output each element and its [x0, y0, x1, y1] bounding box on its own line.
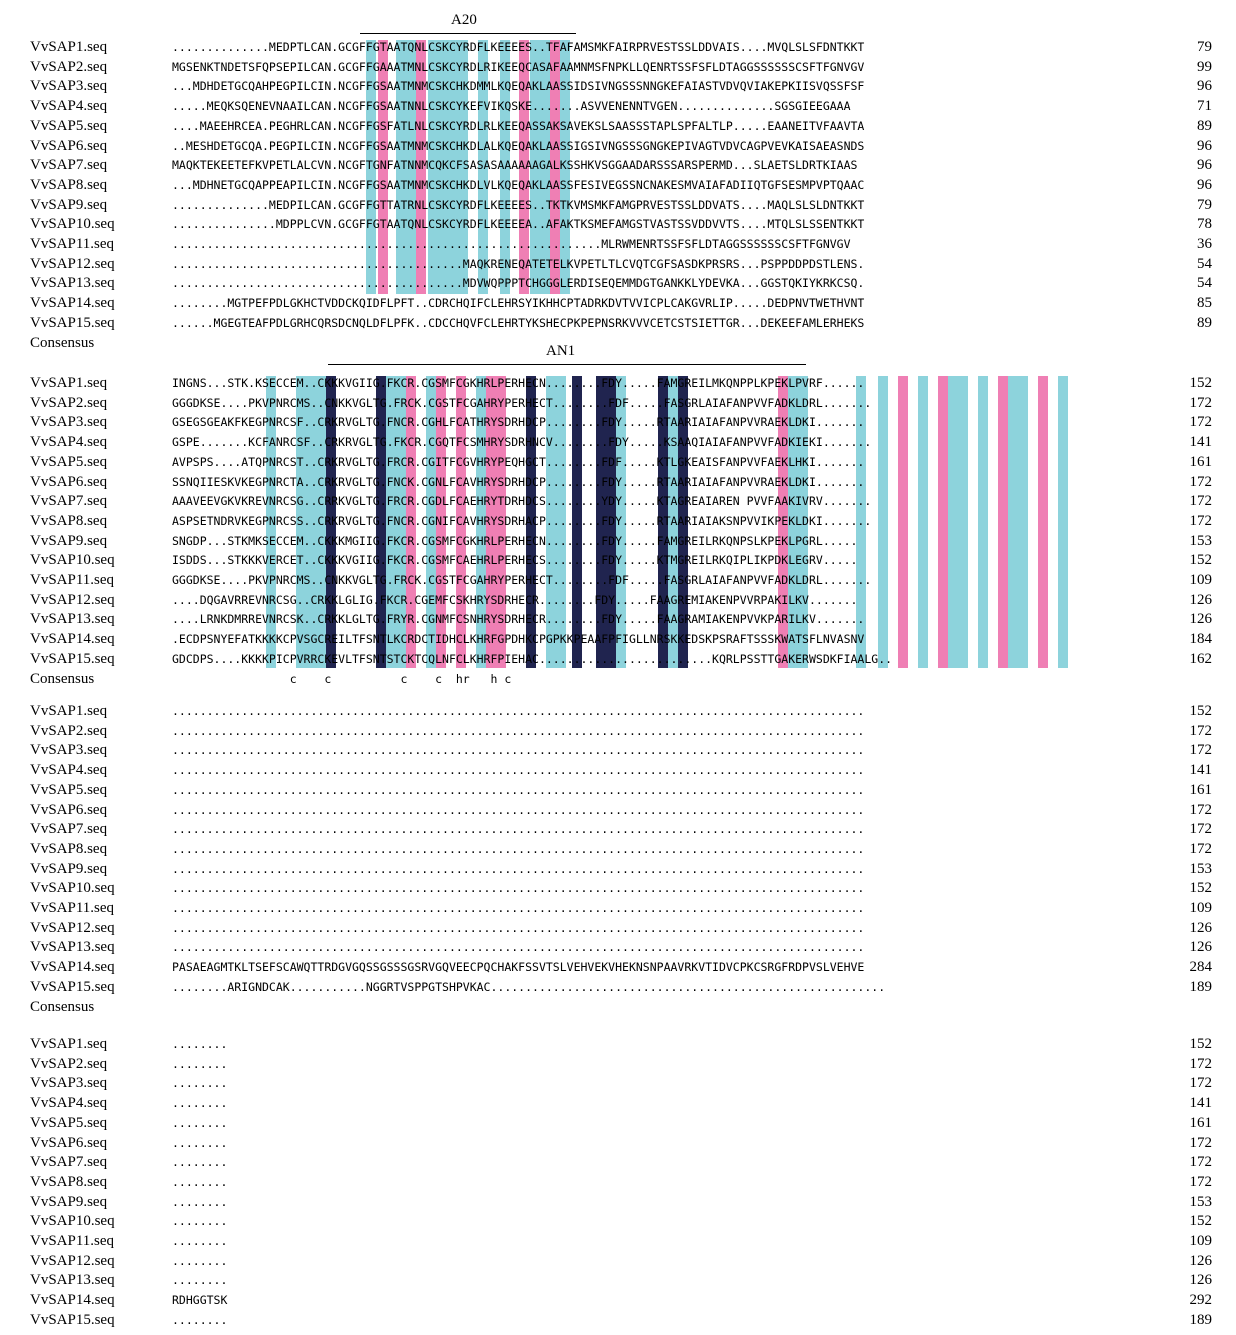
residue-end-position: 172 — [1189, 821, 1212, 838]
sequence-name: VvSAP15.seq — [30, 978, 115, 995]
residue-end-position: 152 — [1189, 703, 1212, 719]
sequence-row — [0, 860, 1236, 880]
sequence-row — [0, 820, 1236, 840]
residue-end-position: 141 — [1189, 434, 1212, 451]
sequence-row — [0, 1212, 1236, 1232]
sequence-name: VvSAP11.seq — [30, 572, 115, 588]
residue-end-position: 71 — [1197, 98, 1212, 115]
motif-label-a20: A20 — [451, 12, 477, 28]
residue-end-position: 153 — [1189, 532, 1212, 549]
sequence-residues: .................................................................................................... — [172, 723, 865, 738]
sequence-name: VvSAP1.seq — [30, 703, 108, 719]
sequence-row — [0, 156, 1236, 176]
sequence-residues: ...MDHNETGCQAPPEAPILCIN.NCGFFGSAATMNMCSKCHKDLVLKQEQAKLAASSFESIVEGSSNCNAKESMVAIAFADIIQTGFSESMPVPTQAAC — [172, 177, 865, 192]
sequence-residues: .................................................................................................... — [172, 763, 865, 778]
residue-end-position: 152 — [1189, 1213, 1212, 1230]
sequence-row — [0, 274, 1236, 294]
sequence-row — [0, 571, 1236, 591]
sequence-residues: ........ — [172, 1253, 228, 1268]
sequence-row — [0, 176, 1236, 196]
sequence-name: VvSAP3.seq — [30, 414, 108, 431]
sequence-residues: .................................................................................................... — [172, 743, 865, 758]
sequence-name: VvSAP14.seq — [30, 631, 115, 648]
sequence-residues: SSNQIIESKVKEGPNRCTA..CRKRVGLTG.FNCK.CGNLFCAVHRYSDRHDCP........FDY.....RTAARIAIAFANPVVRAEKLDKI....... — [172, 474, 865, 489]
sequence-row — [0, 1291, 1236, 1311]
sequence-row — [0, 413, 1236, 433]
sequence-name: VvSAP8.seq — [30, 1173, 108, 1190]
sequence-residues: MGSENKTNDETSFQPSEPILCAN.GCGFFGAAATMNLCSKCYRDLRIKEEQCASAFAAMNMSFNPKLLQENRTSSFSFLDTAGGSSSSSSCSFTFGNVGV — [172, 59, 865, 74]
residue-end-position: 96 — [1197, 157, 1212, 174]
sequence-row — [0, 1114, 1236, 1134]
sequence-residues: .................................................................................................... — [172, 822, 865, 837]
residue-end-position: 172 — [1189, 840, 1212, 857]
residue-end-position: 153 — [1189, 860, 1212, 877]
sequence-row — [0, 781, 1236, 801]
sequence-name: VvSAP13.seq — [30, 939, 115, 956]
sequence-row — [0, 938, 1236, 958]
residue-end-position: 109 — [1189, 900, 1212, 916]
residue-end-position: 152 — [1189, 1036, 1212, 1052]
sequence-name: VvSAP7.seq — [30, 157, 108, 174]
sequence-residues: .................................................................................................... — [172, 881, 865, 896]
sequence-residues: ..........................................MDVWQPPPTCHGGGLERDISEQEMMDGTGANKKLYDEVKA...GGSTQKIYKRKCSQ. — [172, 276, 865, 291]
sequence-row — [0, 1074, 1236, 1094]
sequence-row — [0, 394, 1236, 414]
sequence-name: VvSAP15.seq — [30, 1311, 115, 1328]
residue-end-position: 172 — [1189, 414, 1212, 431]
sequence-row — [0, 97, 1236, 117]
residue-end-position: 126 — [1189, 611, 1212, 628]
sequence-name: VvSAP4.seq — [30, 762, 108, 779]
sequence-name: VvSAP10.seq — [30, 1213, 115, 1230]
sequence-name: VvSAP3.seq — [30, 78, 108, 95]
consensus-residues: c c c c hr h c — [172, 671, 512, 686]
sequence-residues: .................................................................................................... — [172, 704, 865, 718]
sequence-row — [0, 840, 1236, 860]
sequence-residues: ........ — [172, 1037, 228, 1051]
sequence-residues: ASPSETNDRVKEGPNRCSS..CRKRVGLTG.FNCR.CGNIFCAVHRYSDRHACP........FDY.....RTAARIAIAKSNPVVIKPEKLDKI....... — [172, 513, 872, 528]
residue-end-position: 89 — [1197, 117, 1212, 134]
sequence-residues: .................................................................................................... — [172, 802, 865, 817]
sequence-row — [0, 1055, 1236, 1075]
sequence-name: VvSAP15.seq — [30, 650, 115, 667]
sequence-name: Consensus — [30, 998, 95, 1015]
sequence-row — [0, 374, 1236, 394]
sequence-row — [0, 610, 1236, 630]
sequence-row — [0, 958, 1236, 978]
sequence-residues: .................................................................................................... — [172, 841, 865, 856]
residue-end-position: 78 — [1197, 216, 1212, 233]
sequence-name: VvSAP12.seq — [30, 919, 115, 936]
sequence-row — [0, 761, 1236, 781]
consensus-row — [0, 334, 1236, 354]
sequence-residues: GDCDPS....KKKKPICPVRRCKEVLTFSNTSTCKTCQLNFCLKHRFPIEHAC.........................KQRLPSSTTGAKERWSDKFIAALG.. — [172, 651, 893, 666]
residue-end-position: 36 — [1197, 236, 1212, 252]
sequence-name: VvSAP8.seq — [30, 176, 108, 193]
sequence-residues: GGGDKSE....PKVPNRCMS..CNKKVGLTG.FRCK.CGSTFCGAHRYPERHECT........FDF.....FASGRLAIAFANPVVFADKLDRL....... — [172, 573, 872, 587]
sequence-row — [0, 1173, 1236, 1193]
residue-end-position: 172 — [1189, 473, 1212, 490]
sequence-row — [0, 919, 1236, 939]
sequence-name: VvSAP12.seq — [30, 591, 115, 608]
residue-end-position: 162 — [1189, 650, 1212, 667]
sequence-residues: ........ — [172, 1194, 228, 1209]
sequence-row — [0, 117, 1236, 137]
residue-end-position: 96 — [1197, 78, 1212, 95]
residue-end-position: 172 — [1189, 512, 1212, 529]
sequence-name: VvSAP6.seq — [30, 801, 108, 818]
sequence-row — [0, 433, 1236, 453]
sequence-residues: .................................................................................................... — [172, 861, 865, 876]
sequence-residues: .................................................................................................... — [172, 901, 865, 915]
sequence-row — [0, 551, 1236, 571]
sequence-row — [0, 630, 1236, 650]
sequence-row — [0, 512, 1236, 532]
sequence-name: VvSAP11.seq — [30, 900, 115, 916]
sequence-row — [0, 978, 1236, 998]
sequence-name: VvSAP3.seq — [30, 1075, 108, 1092]
sequence-residues: ..............................................................MLRWMENRTSSFSFLDTAGGSSSSSSCSFTFGNVGV — [172, 237, 851, 251]
residue-end-position: 172 — [1189, 1154, 1212, 1171]
sequence-residues: ........ — [172, 1273, 228, 1288]
sequence-row — [0, 650, 1236, 670]
residue-end-position: 161 — [1189, 781, 1212, 798]
consensus-row — [0, 998, 1236, 1018]
sequence-name: VvSAP5.seq — [30, 117, 108, 134]
sequence-row — [0, 741, 1236, 761]
residue-end-position: 189 — [1189, 978, 1212, 995]
sequence-residues: ........ — [172, 1174, 228, 1189]
residue-end-position: 172 — [1189, 493, 1212, 510]
sequence-residues: ........ — [172, 1115, 228, 1130]
residue-end-position: 172 — [1189, 801, 1212, 818]
residue-end-position: 172 — [1189, 1173, 1212, 1190]
sequence-name: VvSAP9.seq — [30, 532, 108, 549]
sequence-row — [0, 722, 1236, 742]
residue-end-position: 152 — [1189, 375, 1212, 391]
sequence-residues: AAAVEEVGKVKREVNRCSG..CRRKVGLTG.FRCR.CGDLFCAEHRYTDRHDCS........YDY.....KTAGREAIAREN PVVFAAKIVRV....... — [172, 494, 872, 509]
sequence-residues: ISDDS...STKKKVERCET..CKKKVGIIG.FKCR.CGSMFCAEHRLPERHECS........FDY.....KTMGREILRKQIPLIKPDKLEGRV..... — [172, 553, 858, 568]
residue-end-position: 96 — [1197, 176, 1212, 193]
sequence-residues: ........ — [172, 1312, 228, 1327]
sequence-residues: ..............MEDPILCAN.GCGFFGTTATRNLCSKCYRDFLKEEEES..TKTKVMSMKFAMGPRVESTSSLDDVATS....MAQLSLSLDNTKKT — [172, 197, 865, 212]
sequence-name: VvSAP10.seq — [30, 552, 115, 569]
sequence-row — [0, 137, 1236, 157]
sequence-residues: .................................................................................................... — [172, 782, 865, 797]
sequence-residues: RDHGGTSK — [172, 1293, 228, 1308]
sequence-residues: ....LRNKDMRREVNRCSK..CRKKLGLTG.FRYR.CGNMFCSNHRYSDRHECR........FDY.....FAAGRAMIAKENPVVKPARILKV....... — [172, 612, 865, 627]
sequence-name: VvSAP6.seq — [30, 137, 108, 154]
residue-end-position: 152 — [1189, 552, 1212, 569]
sequence-residues: ....DQGAVRREVNRCSG..CRKKLGLIG.FKCR.CGEMFCSKHRYSDRHECR........FDY.....FAAGREMIAKENPVVRPAKILKV....... — [172, 592, 858, 607]
sequence-row — [0, 591, 1236, 611]
sequence-residues: .....MEQKSQENEVNAAILCAN.NCGFFGSAATNNLCSKCYKEFVIKQSKE.......ASVVENENNTVGEN..............SGSGIEEGAAA — [172, 99, 851, 114]
sequence-row — [0, 1271, 1236, 1291]
sequence-row — [0, 1153, 1236, 1173]
sequence-name: VvSAP11.seq — [30, 1233, 115, 1249]
sequence-name: VvSAP5.seq — [30, 1114, 108, 1131]
sequence-row — [0, 1035, 1236, 1055]
sequence-name: VvSAP2.seq — [30, 394, 108, 411]
residue-end-position: 161 — [1189, 1114, 1212, 1131]
sequence-name: VvSAP12.seq — [30, 1252, 115, 1269]
sequence-name: VvSAP15.seq — [30, 314, 115, 331]
residue-end-position: 172 — [1189, 1075, 1212, 1092]
residue-end-position: 109 — [1189, 572, 1212, 588]
sequence-row — [0, 702, 1236, 722]
residue-end-position: 126 — [1189, 591, 1212, 608]
sequence-name: VvSAP13.seq — [30, 1272, 115, 1289]
sequence-row — [0, 314, 1236, 334]
sequence-name: VvSAP6.seq — [30, 1134, 108, 1151]
sequence-residues: ........ — [172, 1056, 228, 1071]
motif-line-a20 — [360, 33, 576, 34]
sequence-name: VvSAP3.seq — [30, 742, 108, 759]
residue-end-position: 126 — [1189, 1272, 1212, 1289]
sequence-name: VvSAP2.seq — [30, 1055, 108, 1072]
sequence-row — [0, 235, 1236, 255]
residue-end-position: 79 — [1197, 39, 1212, 55]
sequence-name: VvSAP14.seq — [30, 1292, 115, 1309]
sequence-name: VvSAP13.seq — [30, 611, 115, 628]
sequence-name: VvSAP4.seq — [30, 98, 108, 115]
residue-end-position: 152 — [1189, 880, 1212, 897]
sequence-residues: MAQKTEKEETEFKVPETLALCVN.NCGFTGNFATNNMCQKCFSASASAAAAAAGALKSSHKVSGGAADARSSSARSPERMD...SLAETSLDRTKIAAS — [172, 158, 858, 173]
sequence-name: VvSAP5.seq — [30, 453, 108, 470]
sequence-name: VvSAP10.seq — [30, 880, 115, 897]
residue-end-position: 126 — [1189, 1252, 1212, 1269]
sequence-row — [0, 879, 1236, 899]
residue-end-position: 54 — [1197, 255, 1212, 272]
residue-end-position: 99 — [1197, 58, 1212, 75]
residue-end-position: 172 — [1189, 722, 1212, 739]
sequence-row — [0, 532, 1236, 552]
residue-end-position: 141 — [1189, 762, 1212, 779]
sequence-residues: ..MESHDETGCQA.PEGPILCIN.NCGFFGSAATMNMCSKCHKDLALKQEQAKLAASSIGSIVNGSSSGNGKEPIVAGTVDVCAGPVEVKAISAEASNDS — [172, 138, 865, 153]
sequence-name: VvSAP9.seq — [30, 1193, 108, 1210]
sequence-name: VvSAP14.seq — [30, 295, 115, 312]
sequence-row — [0, 38, 1236, 58]
sequence-name: VvSAP11.seq — [30, 236, 115, 252]
sequence-row — [0, 77, 1236, 97]
residue-end-position: 54 — [1197, 275, 1212, 292]
sequence-name: VvSAP7.seq — [30, 1154, 108, 1171]
sequence-name: VvSAP7.seq — [30, 821, 108, 838]
motif-label-an1: AN1 — [546, 343, 576, 359]
sequence-name: VvSAP9.seq — [30, 196, 108, 213]
residue-end-position: 141 — [1189, 1095, 1212, 1112]
sequence-residues: ........ — [172, 1234, 228, 1248]
sequence-residues: GGGDKSE....PKVPNRCMS..CNKKVGLTG.FRCK.CGSTFCGAHRYPERHECT........FDF.....FASGRLAIAFANPVVFADKLDRL....... — [172, 395, 872, 410]
sequence-row — [0, 1094, 1236, 1114]
residue-end-position: 172 — [1189, 1055, 1212, 1072]
sequence-row — [0, 1232, 1236, 1252]
motif-line-an1 — [328, 364, 806, 365]
residue-end-position: 89 — [1197, 314, 1212, 331]
residue-end-position: 85 — [1197, 295, 1212, 312]
sequence-residues: INGNS...STK.KSECCEM..CKKKVGIIG.FKCR.CGSMFCGKHRLPERHECN........FDY.....FAMGREILMKQNPPLKPEKLPVRF...... — [172, 376, 865, 390]
residue-end-position: 172 — [1189, 394, 1212, 411]
sequence-name: Consensus — [30, 334, 95, 351]
sequence-residues: ........ — [172, 1076, 228, 1091]
sequence-name: VvSAP8.seq — [30, 840, 108, 857]
sequence-residues: ..............MEDPTLCAN.GCGFFGTAATQNLCSKCYRDFLKEEEES..TFAFAMSMKFAIRPRVESTSSLDDVAIS....MVQLSLSFDNTKKT — [172, 40, 865, 54]
residue-end-position: 79 — [1197, 196, 1212, 213]
sequence-residues: ........ — [172, 1135, 228, 1150]
residue-end-position: 96 — [1197, 137, 1212, 154]
sequence-name: VvSAP4.seq — [30, 1095, 108, 1112]
sequence-name: VvSAP12.seq — [30, 255, 115, 272]
sequence-residues: .ECDPSNYEFATKKKKCPVSGCREILTFSNTLKCRDCTIDHCLKHRFGPDHKCPGPKKPEAAFPFIGLLNRSKKEDSKPSRAFTSSSKWATSFLNVASNV — [172, 632, 865, 647]
sequence-row — [0, 58, 1236, 78]
sequence-residues: .................................................................................................... — [172, 940, 865, 955]
sequence-residues: GSPE.......KCFANRCSF..CRKRVGLTG.FKCR.CGQTFCSMHRYSDRHNCV........FDY.....KSAAQIAIAFANPVVFADKIEKI....... — [172, 435, 872, 450]
sequence-name: VvSAP1.seq — [30, 375, 108, 391]
sequence-name: VvSAP9.seq — [30, 860, 108, 877]
sequence-name: VvSAP8.seq — [30, 512, 108, 529]
residue-end-position: 292 — [1189, 1292, 1212, 1309]
sequence-name: VvSAP10.seq — [30, 216, 115, 233]
sequence-residues: PASAEAGMTKLTSEFSCAWQTTRDGVGQSSGSSSGSRVGQVEECPQCHAKFSSVTSLVEHVEKVHEKNSNPAAVRKVTIDVCPKCSRGFRDPVSLVEHVE — [172, 960, 865, 975]
sequence-name: VvSAP7.seq — [30, 493, 108, 510]
sequence-residues: ..........................................MAQKRENEQATETELKVPETLTLCVQTCGFSASDKPRSRS...PSPPDDPDSTLENS. — [172, 256, 865, 271]
sequence-row — [0, 1311, 1236, 1331]
sequence-residues: ...MDHDETGCQAHPEGPILCIN.NCGFFGSAATMNMCSKCHKDMMLKQEQAKLAASSIDSIVNGSSSNNGKEFAIASTVDVQVIAKEPKIISVQSSFSF — [172, 79, 865, 94]
residue-end-position: 109 — [1189, 1233, 1212, 1249]
sequence-name: VvSAP14.seq — [30, 959, 115, 976]
sequence-name: Consensus — [30, 670, 95, 687]
sequence-row — [0, 215, 1236, 235]
residue-end-position: 161 — [1189, 453, 1212, 470]
residue-end-position: 126 — [1189, 939, 1212, 956]
sequence-name: VvSAP4.seq — [30, 434, 108, 451]
sequence-residues: ........ — [172, 1096, 228, 1111]
sequence-name: VvSAP2.seq — [30, 58, 108, 75]
sequence-residues: SNGDP...STKMKSECCEM..CKKKMGIIG.FKCR.CGSMFCGKHRLPERHECN........FDY.....FAMGREILRKQNPSLKPEKLPGRL..... — [172, 533, 858, 548]
residue-end-position: 184 — [1189, 631, 1212, 648]
sequence-name: VvSAP2.seq — [30, 722, 108, 739]
sequence-row — [0, 899, 1236, 919]
sequence-residues: .................................................................................................... — [172, 920, 865, 935]
sequence-residues: ........ — [172, 1155, 228, 1170]
sequence-row — [0, 492, 1236, 512]
sequence-name: VvSAP6.seq — [30, 473, 108, 490]
sequence-residues: ........MGTPEFPDLGKHCTVDDCKQIDFLPFT..CDRCHQIFCLEHRSYIKHHCPTADRKDVTVVICPLCAKGVRLIP.....DEDPNVTWETHVNT — [172, 296, 865, 311]
sequence-name: VvSAP1.seq — [30, 1036, 108, 1052]
sequence-row — [0, 294, 1236, 314]
sequence-residues: GSEGSGEAKFKEGPNRCSF..CRKRVGLTG.FNCR.CGHLFCATHRYSDRHDCP........FDY.....RTAARIAIAFANPVVRAEKLDKI....... — [172, 415, 865, 430]
consensus-row — [0, 670, 1236, 690]
residue-end-position: 126 — [1189, 919, 1212, 936]
sequence-name: VvSAP13.seq — [30, 275, 115, 292]
sequence-row — [0, 453, 1236, 473]
sequence-row — [0, 1252, 1236, 1272]
sequence-residues: AVPSPS....ATQPNRCST..CRKRVGLTG.FRCR.CGITFCGVHRYPEQHGCT........FDF.....KTLGKEAISFANPVVFAEKLHKI....... — [172, 454, 865, 469]
sequence-residues: ......MGEGTEAFPDLGRHCQRSDCNQLDFLPFK..CDCCHQVFCLEHRTYKSHECPKPEPNSRKVVVCETCSTSIETTGR...DEKEEFAMLERHEKS — [172, 315, 865, 330]
residue-end-position: 153 — [1189, 1193, 1212, 1210]
sequence-residues: ...............MDPPLCVN.GCGFFGTAATQNLCSKCYRDFLKEEEEA..AFAKTKSMEFAMGSTVASTSSVDDVVTS....MTQLSLSSENTKKT — [172, 217, 865, 232]
residue-end-position: 189 — [1189, 1311, 1212, 1328]
sequence-residues: ....MAEEHRCEA.PEGHRLCAN.NCGFFGSFATLNLCSKCYRDLRLKEEQASSAKSAVEKSLSAASSSTAPLSPFALTLP.....EAANEITVFAAVTA — [172, 118, 865, 133]
sequence-residues: ........ARIGNDCAK...........NGGRTVSPPGTSHPVKAC......................................................... — [172, 979, 886, 994]
sequence-name: VvSAP1.seq — [30, 39, 108, 55]
residue-end-position: 284 — [1189, 959, 1212, 976]
residue-end-position: 172 — [1189, 742, 1212, 759]
sequence-row — [0, 255, 1236, 275]
sequence-row — [0, 1193, 1236, 1213]
sequence-row — [0, 196, 1236, 216]
sequence-name: VvSAP5.seq — [30, 781, 108, 798]
sequence-residues: ........ — [172, 1214, 228, 1229]
sequence-row — [0, 1134, 1236, 1154]
sequence-row — [0, 473, 1236, 493]
sequence-row — [0, 801, 1236, 821]
residue-end-position: 172 — [1189, 1134, 1212, 1151]
